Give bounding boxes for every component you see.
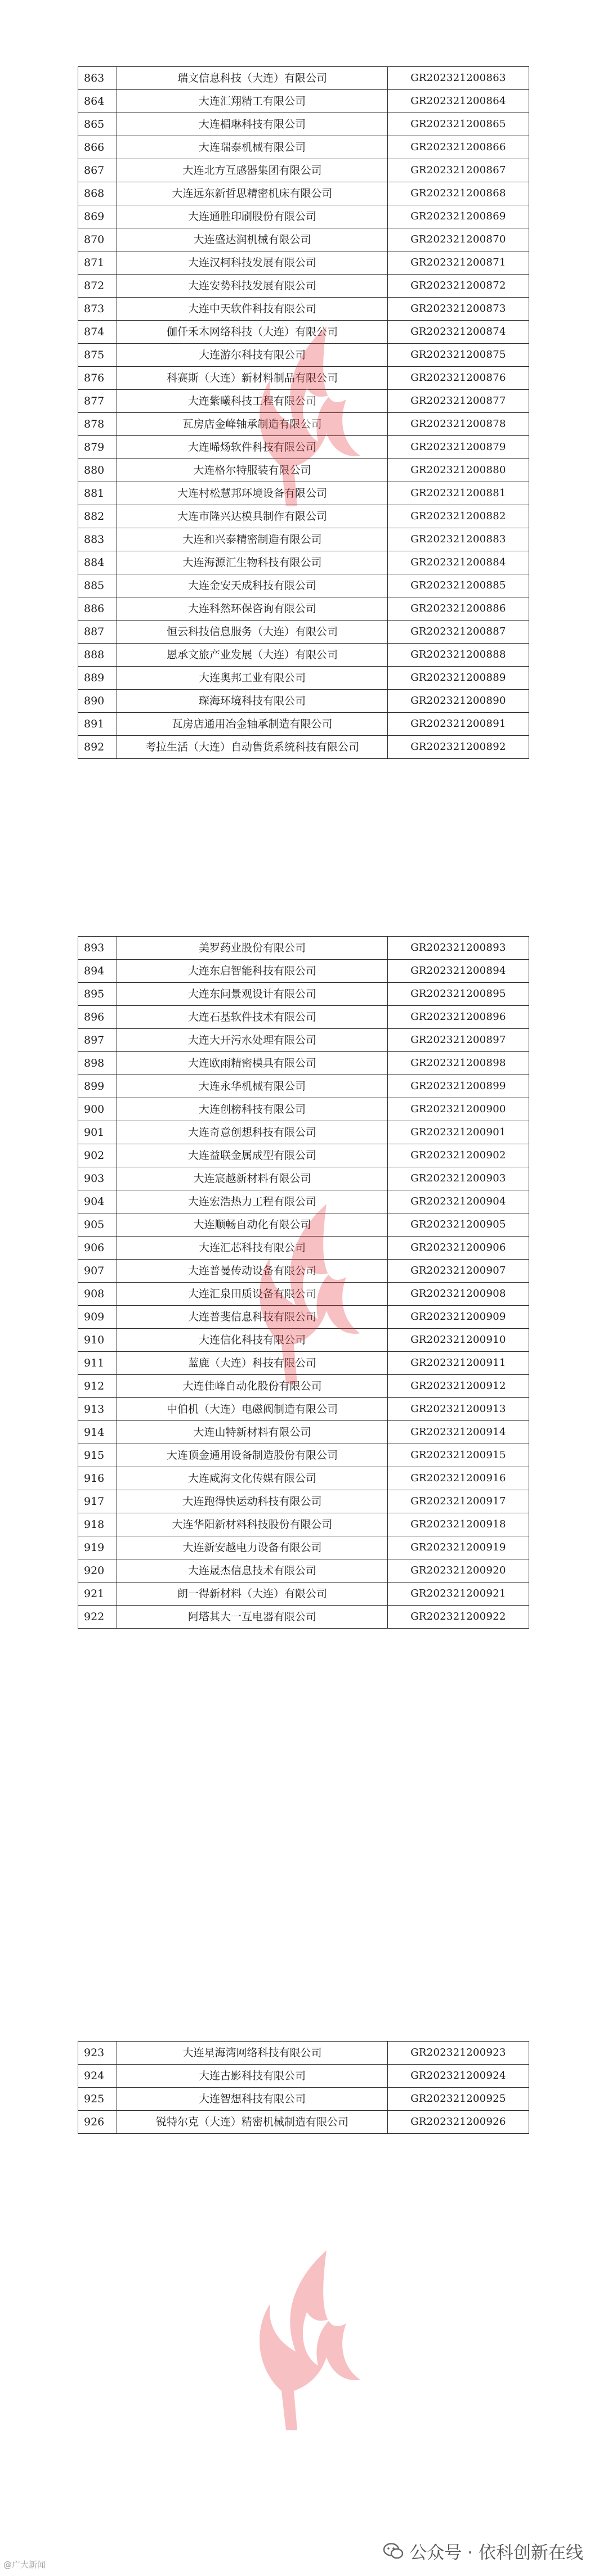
certificate-number: GR202321200911 bbox=[388, 1352, 529, 1375]
certificate-number: GR202321200896 bbox=[388, 1006, 529, 1029]
certificate-number: GR202321200895 bbox=[388, 983, 529, 1006]
company-name: 大连格尔特服装有限公司 bbox=[117, 459, 388, 482]
table-row bbox=[78, 713, 529, 736]
row-index: 874 bbox=[78, 321, 117, 344]
row-index: 868 bbox=[78, 182, 117, 205]
certificate-number: GR202321200902 bbox=[388, 1144, 529, 1167]
table-row bbox=[78, 251, 529, 275]
row-index: 885 bbox=[78, 574, 117, 597]
row-index: 906 bbox=[78, 1237, 117, 1260]
table-row bbox=[78, 182, 529, 205]
certificate-number: GR202321200887 bbox=[388, 621, 529, 644]
certificate-number: GR202321200889 bbox=[388, 667, 529, 690]
row-index: 886 bbox=[78, 597, 117, 621]
certificate-number: GR202321200886 bbox=[388, 597, 529, 621]
company-name: 大连益联金属成型有限公司 bbox=[117, 1144, 388, 1167]
row-index: 896 bbox=[78, 1006, 117, 1029]
row-index: 888 bbox=[78, 644, 117, 667]
flame-logo-watermark-icon bbox=[242, 321, 372, 512]
table-row bbox=[78, 159, 529, 182]
row-index: 890 bbox=[78, 690, 117, 713]
certificate-number: GR202321200905 bbox=[388, 1213, 529, 1237]
certificate-number: GR202321200906 bbox=[388, 1237, 529, 1260]
row-index: 870 bbox=[78, 228, 117, 251]
company-name: 阿塔其大一互电器有限公司 bbox=[117, 1606, 388, 1629]
table-row bbox=[78, 1121, 529, 1144]
company-name: 大连金安天成科技有限公司 bbox=[117, 574, 388, 597]
row-index: 909 bbox=[78, 1306, 117, 1329]
table-row bbox=[78, 1167, 529, 1190]
table-row bbox=[78, 113, 529, 136]
certificate-number: GR202321200912 bbox=[388, 1375, 529, 1398]
company-name: 瓦房店金峰轴承制造有限公司 bbox=[117, 413, 388, 436]
company-name: 大连宏浩热力工程有限公司 bbox=[117, 1190, 388, 1213]
company-name: 大连瑞泰机械有限公司 bbox=[117, 136, 388, 159]
company-name: 大连创榜科技有限公司 bbox=[117, 1098, 388, 1121]
row-index: 921 bbox=[78, 1583, 117, 1606]
certificate-number: GR202321200913 bbox=[388, 1398, 529, 1421]
certificate-number: GR202321200891 bbox=[388, 713, 529, 736]
certificate-number: GR202321200881 bbox=[388, 482, 529, 505]
footer-prefix: 公众号 · bbox=[409, 2543, 473, 2563]
company-name: 大连普曼传动设备有限公司 bbox=[117, 1260, 388, 1283]
company-name: 大连顺畅自动化有限公司 bbox=[117, 1213, 388, 1237]
company-name: 大连咸海文化传媒有限公司 bbox=[117, 1467, 388, 1490]
company-name: 大连智想科技有限公司 bbox=[117, 2088, 388, 2111]
company-name: 大连宸越新材料有限公司 bbox=[117, 1167, 388, 1190]
row-index: 880 bbox=[78, 459, 117, 482]
table-row bbox=[78, 228, 529, 251]
certificate-number: GR202321200904 bbox=[388, 1190, 529, 1213]
row-index: 869 bbox=[78, 205, 117, 228]
company-name: 大连欧雨精密模具有限公司 bbox=[117, 1052, 388, 1075]
certificate-number: GR202321200910 bbox=[388, 1329, 529, 1352]
company-name: 恩承文旅产业发展（大连）有限公司 bbox=[117, 644, 388, 667]
company-name: 考拉生活（大连）自动售货系统科技有限公司 bbox=[117, 736, 388, 759]
row-index: 892 bbox=[78, 736, 117, 759]
row-index: 867 bbox=[78, 159, 117, 182]
row-index: 924 bbox=[78, 2065, 117, 2088]
certificate-number: GR202321200876 bbox=[388, 367, 529, 390]
row-index: 882 bbox=[78, 505, 117, 528]
company-name: 大连游尔科技有限公司 bbox=[117, 344, 388, 367]
table-row bbox=[78, 983, 529, 1006]
flame-logo-watermark-icon bbox=[242, 2245, 372, 2436]
company-name: 大连汇芯科技有限公司 bbox=[117, 1237, 388, 1260]
company-name: 大连山特新材料有限公司 bbox=[117, 1421, 388, 1444]
certificate-number: GR202321200872 bbox=[388, 275, 529, 298]
certificate-number: GR202321200917 bbox=[388, 1490, 529, 1513]
table-row bbox=[78, 1490, 529, 1513]
row-index: 914 bbox=[78, 1421, 117, 1444]
certificate-number: GR202321200916 bbox=[388, 1467, 529, 1490]
company-name: 大连市隆兴达模具制作有限公司 bbox=[117, 505, 388, 528]
row-index: 904 bbox=[78, 1190, 117, 1213]
company-name: 朗一得新材料（大连）有限公司 bbox=[117, 1583, 388, 1606]
corner-source-mark: @广大新闻 bbox=[3, 2560, 46, 2570]
row-index: 905 bbox=[78, 1213, 117, 1237]
certificate-number: GR202321200878 bbox=[388, 413, 529, 436]
company-name: 大连佳峰自动化股份有限公司 bbox=[117, 1375, 388, 1398]
table-row bbox=[78, 298, 529, 321]
company-name: 美罗药业股份有限公司 bbox=[117, 937, 388, 960]
row-index: 902 bbox=[78, 1144, 117, 1167]
table-row bbox=[78, 574, 529, 597]
company-name: 大连科然环保咨询有限公司 bbox=[117, 597, 388, 621]
certificate-number: GR202321200915 bbox=[388, 1444, 529, 1467]
certificate-number: GR202321200900 bbox=[388, 1098, 529, 1121]
row-index: 898 bbox=[78, 1052, 117, 1075]
certificate-number: GR202321200875 bbox=[388, 344, 529, 367]
table-row bbox=[78, 1075, 529, 1098]
company-name: 大连紫曦科技工程有限公司 bbox=[117, 390, 388, 413]
company-name: 蓝鹿（大连）科技有限公司 bbox=[117, 1352, 388, 1375]
row-index: 865 bbox=[78, 113, 117, 136]
company-name: 大连中天软件科技有限公司 bbox=[117, 298, 388, 321]
company-name: 大连安势科技发展有限公司 bbox=[117, 275, 388, 298]
company-name: 大连信化科技有限公司 bbox=[117, 1329, 388, 1352]
row-index: 863 bbox=[78, 67, 117, 90]
table-row bbox=[78, 2065, 529, 2088]
certificate-number: GR202321200885 bbox=[388, 574, 529, 597]
certificate-number: GR202321200921 bbox=[388, 1583, 529, 1606]
table-row bbox=[78, 551, 529, 574]
certificate-number: GR202321200923 bbox=[388, 2042, 529, 2065]
company-name: 大连华阳新材料科技股份有限公司 bbox=[117, 1513, 388, 1536]
row-index: 915 bbox=[78, 1444, 117, 1467]
certificate-number: GR202321200873 bbox=[388, 298, 529, 321]
table-row bbox=[78, 736, 529, 759]
company-name: 大连古影科技有限公司 bbox=[117, 2065, 388, 2088]
table-row bbox=[78, 2042, 529, 2065]
certificate-number: GR202321200918 bbox=[388, 1513, 529, 1536]
row-index: 911 bbox=[78, 1352, 117, 1375]
row-index: 910 bbox=[78, 1329, 117, 1352]
company-name: 大连和兴泰精密制造有限公司 bbox=[117, 528, 388, 551]
company-name: 大连通胜印刷股份有限公司 bbox=[117, 205, 388, 228]
certificate-number: GR202321200894 bbox=[388, 960, 529, 983]
certificate-number: GR202321200899 bbox=[388, 1075, 529, 1098]
table-row bbox=[78, 136, 529, 159]
table-row bbox=[78, 67, 529, 90]
company-name: 大连东启智能科技有限公司 bbox=[117, 960, 388, 983]
certificate-number: GR202321200866 bbox=[388, 136, 529, 159]
row-index: 873 bbox=[78, 298, 117, 321]
table-row bbox=[78, 1098, 529, 1121]
row-index: 912 bbox=[78, 1375, 117, 1398]
company-name: 瑞文信息科技（大连）有限公司 bbox=[117, 67, 388, 90]
row-index: 871 bbox=[78, 251, 117, 275]
company-name: 科赛斯（大连）新材料制品有限公司 bbox=[117, 367, 388, 390]
certificate-number: GR202321200897 bbox=[388, 1029, 529, 1052]
company-name: 大连顶金通用设备制造股份有限公司 bbox=[117, 1444, 388, 1467]
certificate-number: GR202321200874 bbox=[388, 321, 529, 344]
certificate-number: GR202321200883 bbox=[388, 528, 529, 551]
table-row bbox=[78, 1006, 529, 1029]
table-row bbox=[78, 1052, 529, 1075]
row-index: 883 bbox=[78, 528, 117, 551]
row-index: 920 bbox=[78, 1559, 117, 1583]
certificate-number: GR202321200892 bbox=[388, 736, 529, 759]
row-index: 889 bbox=[78, 667, 117, 690]
table-row bbox=[78, 1029, 529, 1052]
table-row bbox=[78, 667, 529, 690]
table-row bbox=[78, 90, 529, 113]
certificate-number: GR202321200877 bbox=[388, 390, 529, 413]
company-name: 大连晞炀软件科技有限公司 bbox=[117, 436, 388, 459]
row-index: 894 bbox=[78, 960, 117, 983]
flame-logo-watermark-icon bbox=[242, 1198, 372, 1390]
row-index: 895 bbox=[78, 983, 117, 1006]
company-name: 大连盛达润机械有限公司 bbox=[117, 228, 388, 251]
certificate-number: GR202321200898 bbox=[388, 1052, 529, 1075]
row-index: 876 bbox=[78, 367, 117, 390]
company-name: 恒云科技信息服务（大连）有限公司 bbox=[117, 621, 388, 644]
company-name: 大连汇翔精工有限公司 bbox=[117, 90, 388, 113]
row-index: 891 bbox=[78, 713, 117, 736]
row-index: 922 bbox=[78, 1606, 117, 1629]
table-row bbox=[78, 1513, 529, 1536]
company-name: 大连楣琳科技有限公司 bbox=[117, 113, 388, 136]
certificate-number: GR202321200868 bbox=[388, 182, 529, 205]
certificate-number: GR202321200922 bbox=[388, 1606, 529, 1629]
company-name: 大连新安越电力设备有限公司 bbox=[117, 1536, 388, 1559]
certificate-number: GR202321200903 bbox=[388, 1167, 529, 1190]
wechat-icon bbox=[383, 2543, 404, 2560]
company-name: 锐特尔克（大连）精密机械制造有限公司 bbox=[117, 2111, 388, 2134]
row-index: 926 bbox=[78, 2111, 117, 2134]
company-name: 大连远东新哲思精密机床有限公司 bbox=[117, 182, 388, 205]
certificate-number: GR202321200914 bbox=[388, 1421, 529, 1444]
company-name: 大连奥邦工业有限公司 bbox=[117, 667, 388, 690]
table-row bbox=[78, 275, 529, 298]
table-row bbox=[78, 2111, 529, 2134]
row-index: 875 bbox=[78, 344, 117, 367]
row-index: 879 bbox=[78, 436, 117, 459]
table-row bbox=[78, 205, 529, 228]
table-row bbox=[78, 1421, 529, 1444]
table-row bbox=[78, 937, 529, 960]
company-name: 大连北方互感器集团有限公司 bbox=[117, 159, 388, 182]
row-index: 903 bbox=[78, 1167, 117, 1190]
certificate-number: GR202321200865 bbox=[388, 113, 529, 136]
certificate-number: GR202321200909 bbox=[388, 1306, 529, 1329]
row-index: 881 bbox=[78, 482, 117, 505]
certificate-number: GR202321200893 bbox=[388, 937, 529, 960]
table-row bbox=[78, 1467, 529, 1490]
company-name: 大连星海湾网络科技有限公司 bbox=[117, 2042, 388, 2065]
row-index: 923 bbox=[78, 2042, 117, 2065]
row-index: 884 bbox=[78, 551, 117, 574]
row-index: 878 bbox=[78, 413, 117, 436]
table-row bbox=[78, 597, 529, 621]
certificate-number: GR202321200908 bbox=[388, 1283, 529, 1306]
certificate-number: GR202321200863 bbox=[388, 67, 529, 90]
row-index: 907 bbox=[78, 1260, 117, 1283]
company-name: 大连晟杰信息技术有限公司 bbox=[117, 1559, 388, 1583]
row-index: 899 bbox=[78, 1075, 117, 1098]
row-index: 887 bbox=[78, 621, 117, 644]
table-row bbox=[78, 1398, 529, 1421]
certificate-number: GR202321200919 bbox=[388, 1536, 529, 1559]
row-index: 866 bbox=[78, 136, 117, 159]
certificate-number: GR202321200882 bbox=[388, 505, 529, 528]
company-name: 大连汇泉田质设备有限公司 bbox=[117, 1283, 388, 1306]
certificate-number: GR202321200920 bbox=[388, 1559, 529, 1583]
row-index: 901 bbox=[78, 1121, 117, 1144]
table-row bbox=[78, 644, 529, 667]
company-name: 大连海源汇生物科技有限公司 bbox=[117, 551, 388, 574]
table-row bbox=[78, 528, 529, 551]
company-name: 大连普斐信息科技有限公司 bbox=[117, 1306, 388, 1329]
company-name: 大连汉柯科技发展有限公司 bbox=[117, 251, 388, 275]
company-name: 琛海环境科技有限公司 bbox=[117, 690, 388, 713]
certificate-number: GR202321200880 bbox=[388, 459, 529, 482]
row-index: 864 bbox=[78, 90, 117, 113]
company-name: 大连石基软件技术有限公司 bbox=[117, 1006, 388, 1029]
certificate-number: GR202321200879 bbox=[388, 436, 529, 459]
certificate-number: GR202321200867 bbox=[388, 159, 529, 182]
row-index: 872 bbox=[78, 275, 117, 298]
footer-account-name: 依科创新在线 bbox=[479, 2543, 583, 2563]
company-table-3 bbox=[78, 2041, 529, 2134]
table-row bbox=[78, 690, 529, 713]
table-row bbox=[78, 1583, 529, 1606]
company-name: 大连跑得快运动科技有限公司 bbox=[117, 1490, 388, 1513]
row-index: 925 bbox=[78, 2088, 117, 2111]
certificate-number: GR202321200924 bbox=[388, 2065, 529, 2088]
certificate-number: GR202321200925 bbox=[388, 2088, 529, 2111]
company-name: 伽仟禾木网络科技（大连）有限公司 bbox=[117, 321, 388, 344]
company-name: 瓦房店通用冶金轴承制造有限公司 bbox=[117, 713, 388, 736]
table-row bbox=[78, 1559, 529, 1583]
table-row bbox=[78, 2088, 529, 2111]
certificate-number: GR202321200890 bbox=[388, 690, 529, 713]
certificate-number: GR202321200870 bbox=[388, 228, 529, 251]
company-name: 大连大开污水处理有限公司 bbox=[117, 1029, 388, 1052]
row-index: 919 bbox=[78, 1536, 117, 1559]
table-row bbox=[78, 960, 529, 983]
row-index: 917 bbox=[78, 1490, 117, 1513]
table-row bbox=[78, 1606, 529, 1629]
row-index: 900 bbox=[78, 1098, 117, 1121]
table-row bbox=[78, 1536, 529, 1559]
row-index: 908 bbox=[78, 1283, 117, 1306]
table-row bbox=[78, 1444, 529, 1467]
company-name: 大连东问景观设计有限公司 bbox=[117, 983, 388, 1006]
wechat-footer bbox=[383, 2538, 583, 2564]
company-name: 大连永华机械有限公司 bbox=[117, 1075, 388, 1098]
row-index: 893 bbox=[78, 937, 117, 960]
table-row bbox=[78, 621, 529, 644]
certificate-number: GR202321200884 bbox=[388, 551, 529, 574]
row-index: 897 bbox=[78, 1029, 117, 1052]
certificate-number: GR202321200864 bbox=[388, 90, 529, 113]
table-row bbox=[78, 1144, 529, 1167]
certificate-number: GR202321200888 bbox=[388, 644, 529, 667]
certificate-number: GR202321200869 bbox=[388, 205, 529, 228]
company-name: 大连村松慧邦环境设备有限公司 bbox=[117, 482, 388, 505]
row-index: 918 bbox=[78, 1513, 117, 1536]
row-index: 916 bbox=[78, 1467, 117, 1490]
certificate-number: GR202321200907 bbox=[388, 1260, 529, 1283]
company-name: 中伯机（大连）电磁阀制造有限公司 bbox=[117, 1398, 388, 1421]
certificate-number: GR202321200926 bbox=[388, 2111, 529, 2134]
certificate-number: GR202321200871 bbox=[388, 251, 529, 275]
row-index: 913 bbox=[78, 1398, 117, 1421]
row-index: 877 bbox=[78, 390, 117, 413]
company-name: 大连奇意创想科技有限公司 bbox=[117, 1121, 388, 1144]
certificate-number: GR202321200901 bbox=[388, 1121, 529, 1144]
